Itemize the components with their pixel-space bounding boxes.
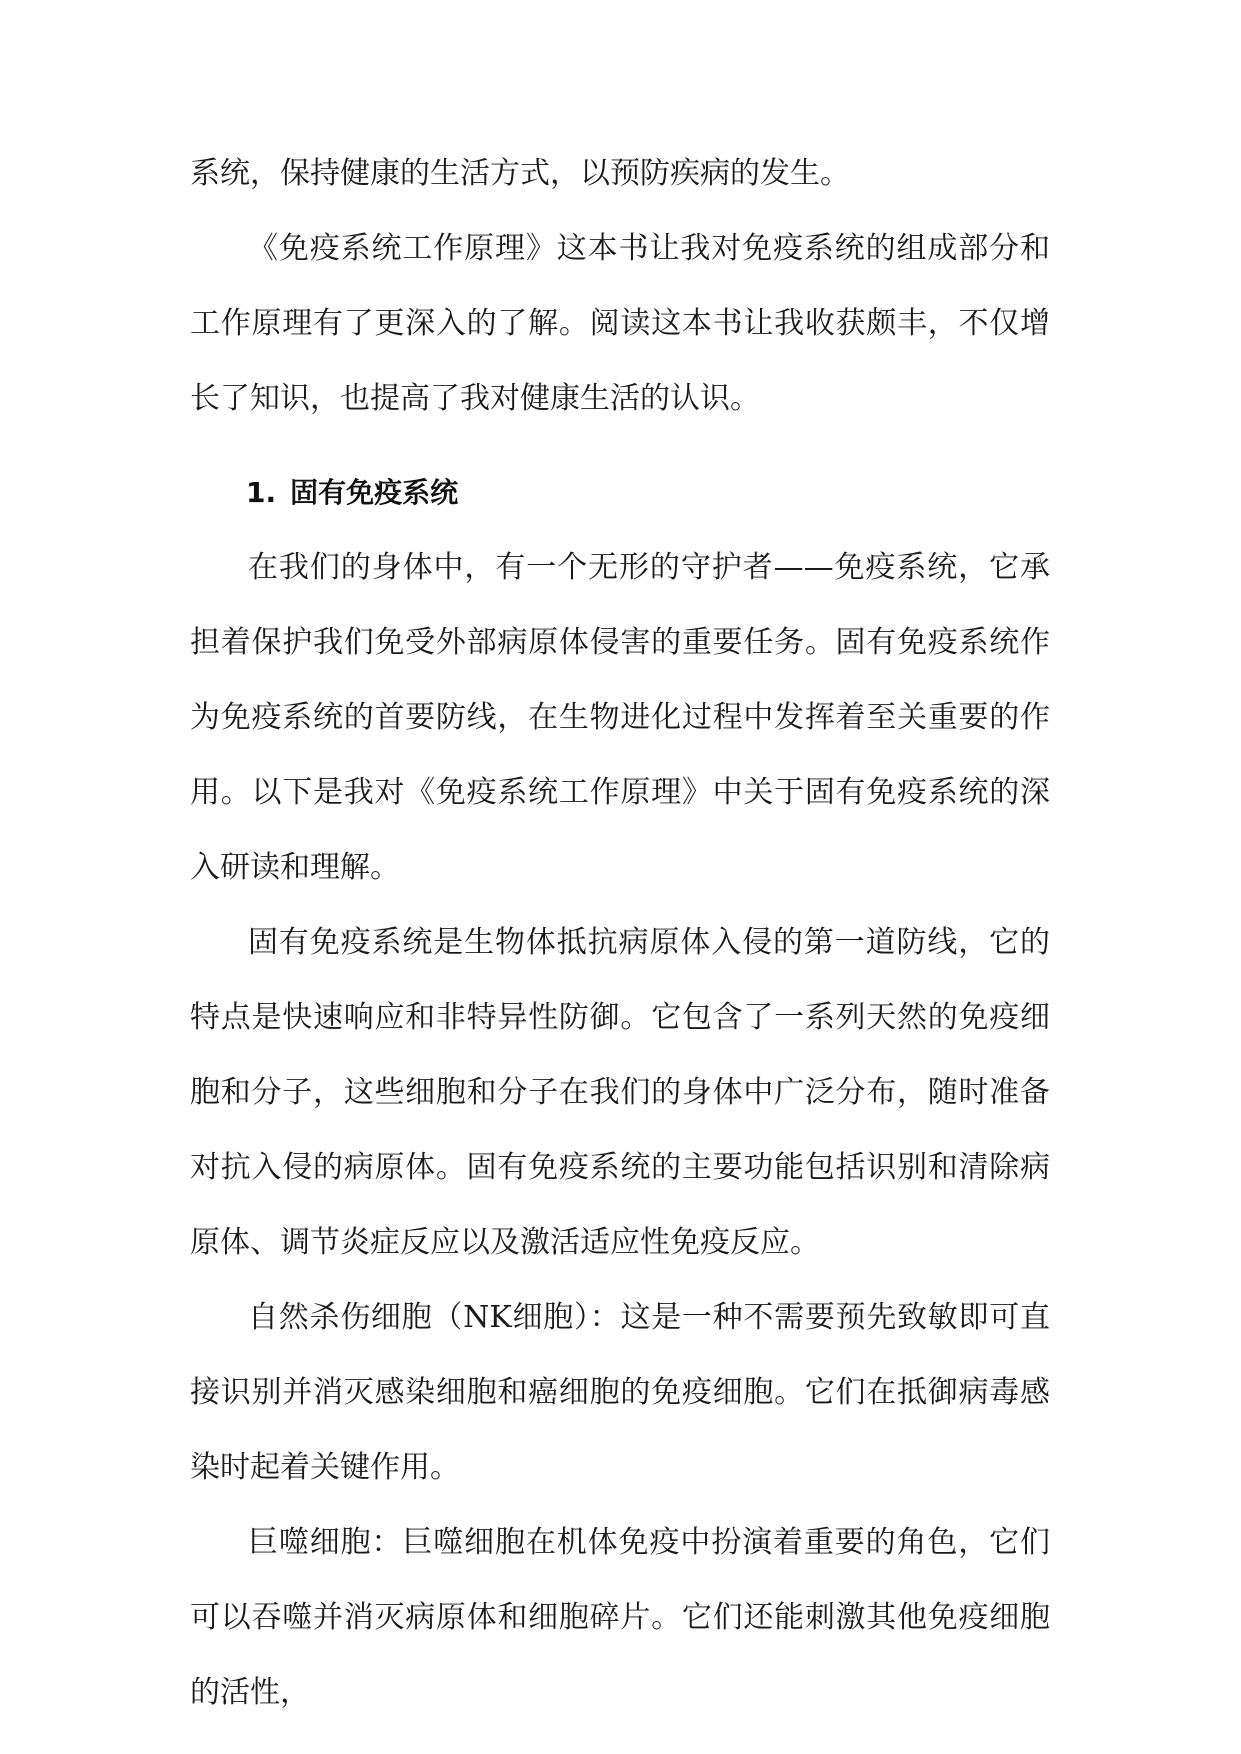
paragraph: 固有免疫系统是生物体抵抗病原体入侵的第一道防线，它的特点是快速响应和非特异性防御。它包含了一系列天然的免疫细胞和分子，这些细胞和分子在我们的身体中广泛分布，随时准备对抗入侵的病原体。固有免疫系统的主要功能包括识别和清除病原体、调节炎症反应以及激活适应性免疫反应。 [190, 925, 1050, 1260]
paragraph: 自然杀伤细胞（NK细胞）：这是一种不需要预先致敏即可直接识别并消灭感染细胞和癌细胞的免疫细胞。它们在抵御病毒感染时起着关键作用。 [190, 1300, 1050, 1485]
paragraph: 在我们的身体中，有一个无形的守护者——免疫系统，它承担着保护我们免受外部病原体侵害的重要任务。固有免疫系统作为免疫系统的首要防线，在生物进化过程中发挥着至关重要的作用。以下是我对《免疫系统工作原理》中关于固有免疫系统的深入研读和理解。 [190, 550, 1050, 885]
document-body [190, 136, 1050, 1730]
section-title: 固有免疫系统 [290, 476, 459, 509]
paragraph: 系统，保持健康的生活方式，以预防疾病的发生。 [190, 156, 850, 191]
section-heading [190, 455, 1050, 530]
paragraph: 巨噬细胞：巨噬细胞在机体免疫中扮演着重要的角色，它们可以吞噬并消灭病原体和细胞碎片。它们还能刺激其他免疫细胞的活性， [190, 1525, 1050, 1710]
section-number: 1. [246, 476, 277, 509]
paragraph: 《免疫系统工作原理》这本书让我对免疫系统的组成部分和工作原理有了更深入的了解。阅读这本书让我收获颇丰，不仅增长了知识，也提高了我对健康生活的认识。 [190, 231, 1050, 416]
